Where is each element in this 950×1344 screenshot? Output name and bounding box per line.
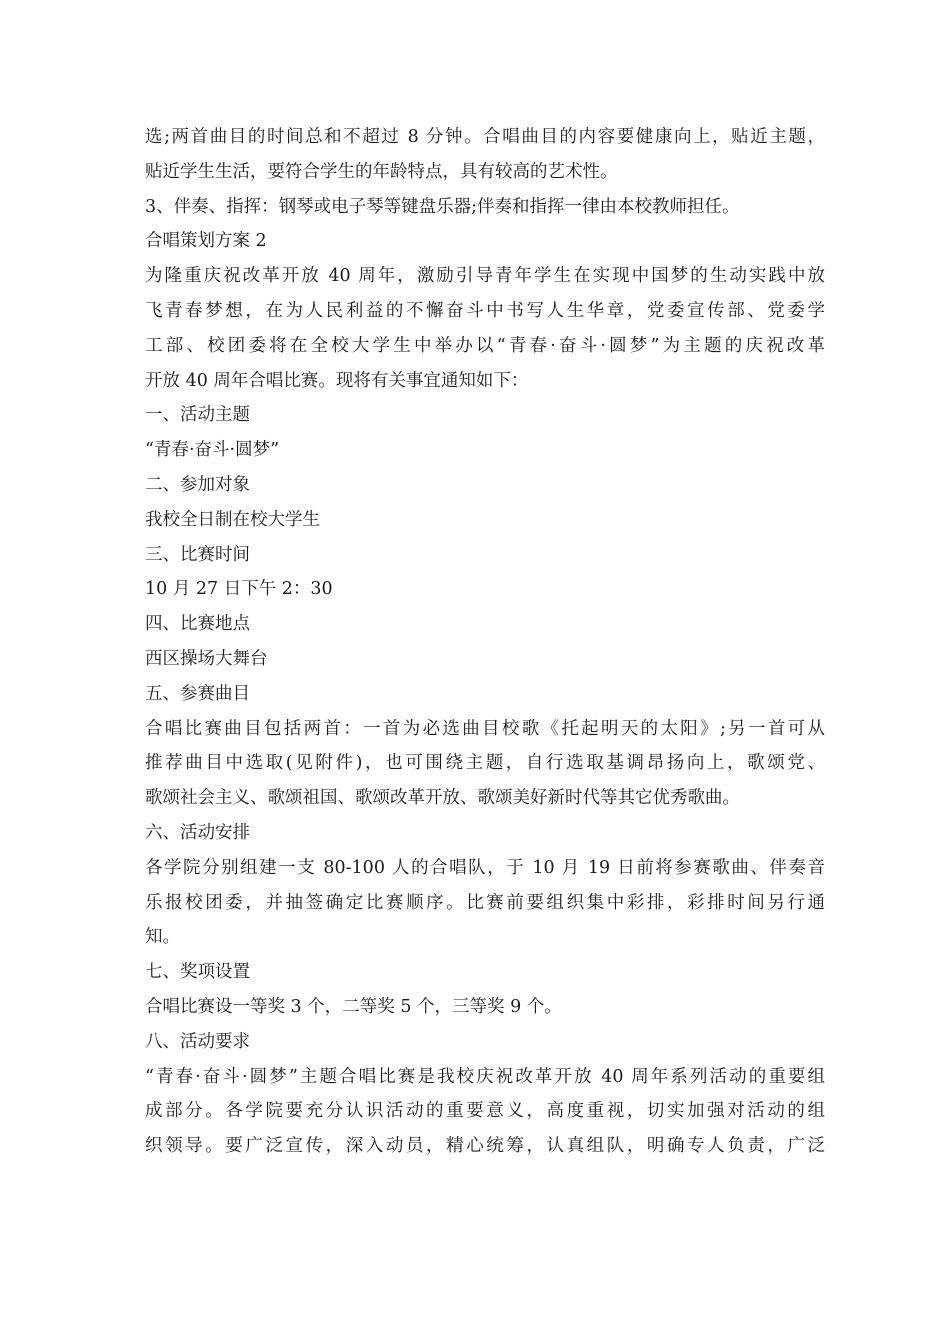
paragraph-line: 飞青春梦想，在为人民利益的不懈奋斗中书写人生华章，党委宣传部、党委学 (145, 300, 825, 321)
heading-activity-theme: 一、活动主题 (145, 405, 250, 426)
paragraph-line: 织领导。要广泛宣传，深入动员，精心统筹，认真组队，明确专人负责，广泛 (145, 1136, 825, 1157)
paragraph-line: 合唱比赛设一等奖 3 个，二等奖 5 个，三等奖 9 个。 (145, 996, 562, 1017)
paragraph-line: 开放 40 周年合唱比赛。现将有关事宜通知如下： (145, 370, 529, 391)
heading-arrangements: 六、活动安排 (145, 822, 250, 843)
paragraph-line: 成部分。各学院要充分认识活动的重要意义，高度重视，切实加强对活动的组 (145, 1101, 825, 1122)
paragraph-line: 工部、校团委将在全校大学生中举办以“青春·奋斗·圆梦”为主题的庆祝改革 (145, 335, 825, 356)
paragraph-line: “青春·奋斗·圆梦” (145, 440, 280, 461)
paragraph-line: 乐报校团委，并抽签确定比赛顺序。比赛前要组织集中彩排，彩排时间另行通 (145, 892, 825, 913)
document-body (145, 120, 825, 1164)
heading-awards: 七、奖项设置 (145, 962, 250, 983)
heading-participants: 二、参加对象 (145, 474, 250, 495)
paragraph-line: 西区操场大舞台 (145, 648, 268, 669)
section-title: 合唱策划方案 2 (145, 231, 267, 252)
heading-competition-time: 三、比赛时间 (145, 544, 250, 565)
heading-requirements: 八、活动要求 (145, 1031, 250, 1052)
paragraph-line: 选;两首曲目的时间总和不超过 8 分钟。合唱曲目的内容要健康向上，贴近主题， (145, 127, 825, 147)
paragraph-line: “青春·奋斗·圆梦”主题合唱比赛是我校庆祝改革开放 40 周年系列活动的重要组 (145, 1066, 825, 1087)
paragraph-line: 各学院分别组建一支 80-100 人的合唱队，于 10 月 19 日前将参赛歌曲、伴奏音 (145, 857, 825, 878)
paragraph-line: 我校全日制在校大学生 (145, 509, 320, 530)
paragraph-line: 知。 (145, 927, 180, 948)
heading-competition-venue: 四、比赛地点 (145, 614, 250, 635)
paragraph-line: 推荐曲目中选取(见附件)，也可围绕主题，自行选取基调昂扬向上，歌颂党、 (145, 753, 825, 774)
paragraph-line: 3、伴奏、指挥：钢琴或电子琴等键盘乐器;伴奏和指挥一律由本校教师担任。 (145, 196, 740, 217)
paragraph-line: 合唱比赛曲目包括两首：一首为必选曲目校歌《托起明天的太阳》;另一首可从 (145, 718, 825, 739)
paragraph-line: 贴近学生生活，要符合学生的年龄特点，具有较高的艺术性。 (145, 161, 618, 182)
paragraph-line: 为隆重庆祝改革开放 40 周年，激励引导青年学生在实现中国梦的生动实践中放 (145, 266, 825, 287)
paragraph-line: 10 月 27 日下午 2：30 (145, 579, 333, 600)
heading-repertoire: 五、参赛曲目 (145, 683, 250, 704)
paragraph-line: 歌颂社会主义、歌颂祖国、歌颂改革开放、歌颂美好新时代等其它优秀歌曲。 (145, 788, 740, 809)
